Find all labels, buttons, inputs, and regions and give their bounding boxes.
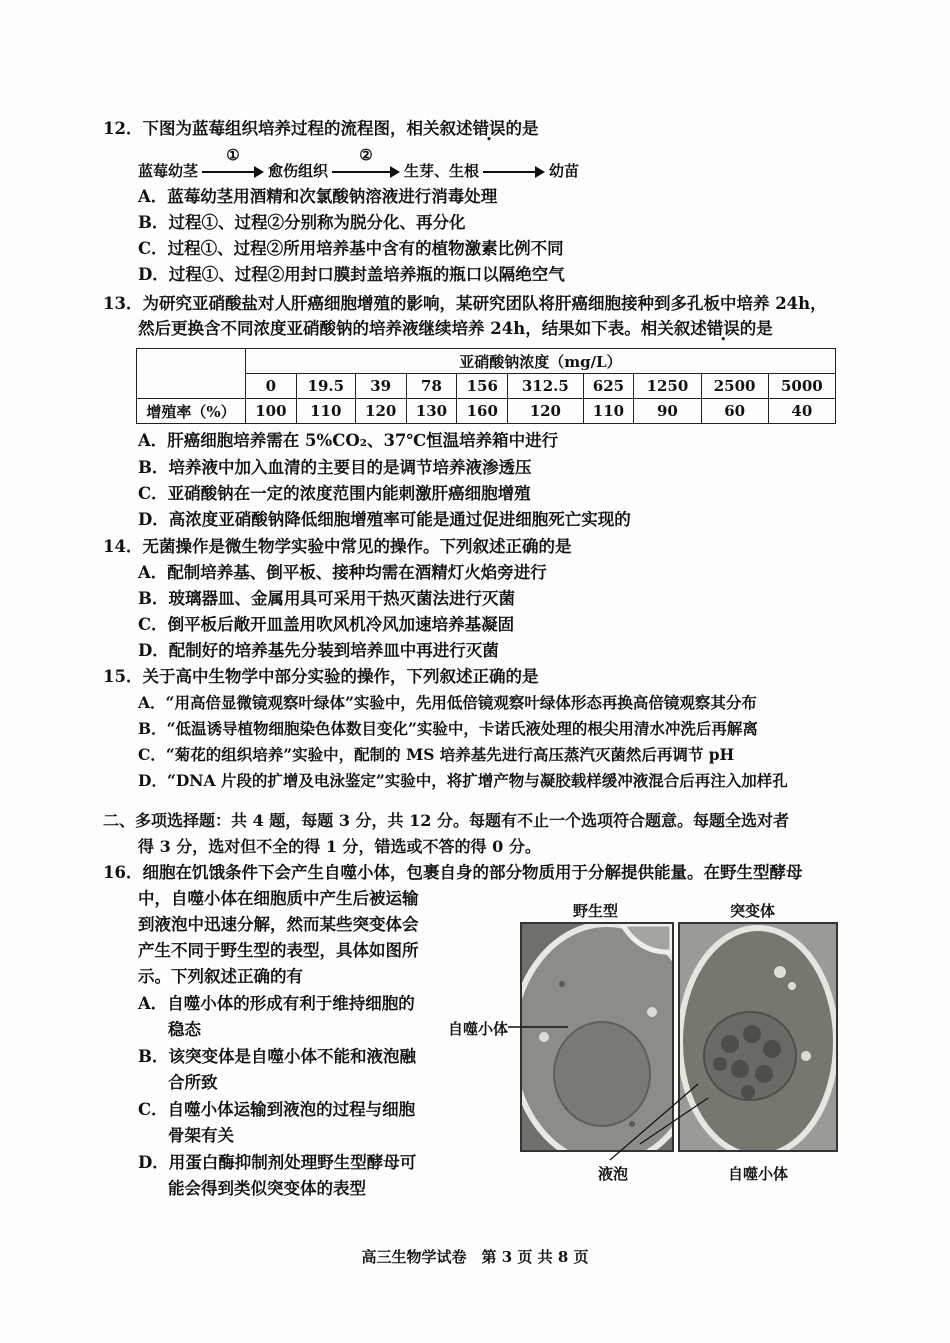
q13-data-table	[136, 348, 836, 424]
q16-option-b-line2: 合所致	[168, 1073, 218, 1092]
flow-arrow-2: ②	[332, 164, 400, 178]
q16-stem-line5: 示。下列叙述正确的有	[138, 967, 303, 986]
rate-cell: 110	[296, 399, 355, 424]
rate-row-label: 增殖率（%）	[137, 399, 246, 424]
conc-cell: 78	[406, 374, 457, 399]
flow-arrow-3	[483, 164, 545, 178]
label-mutant: 突变体	[730, 902, 776, 920]
q12-option-d: D．过程①、过程②用封口膜封盖培养瓶的瓶口以隔绝空气	[138, 265, 565, 284]
flow-step-3: 生芽、生根	[404, 162, 480, 180]
q15-stem: 15．关于高中生物学中部分实验的操作，下列叙述正确的是	[103, 667, 539, 686]
q14-option-a: A．配制培养基、倒平板、接种均需在酒精灯火焰旁进行	[138, 563, 547, 582]
conc-cell: 312.5	[508, 374, 583, 399]
conc-cell: 0	[246, 374, 297, 399]
page-footer: 高三生物学试卷 第 3 页 共 8 页	[361, 1248, 589, 1266]
q16-stem-line1: 16．细胞在饥饿条件下会产生自噬小体，包裹自身的部分物质用于分解提供能量。在野生型酵母	[103, 863, 803, 882]
q13-option-c: C．亚硝酸钠在一定的浓度范围内能刺激肝癌细胞增殖	[138, 484, 531, 503]
q16-option-a-line1: A．自噬小体的形成有利于维持细胞的	[138, 994, 415, 1013]
label-vacuole: 液泡	[598, 1165, 629, 1183]
q16-option-c-line2: 骨架有关	[168, 1126, 234, 1145]
q12-option-c: C．过程①、过程②所用培养基中含有的植物激素比例不同	[138, 239, 564, 258]
q16-option-a-line2: 稳态	[168, 1020, 201, 1039]
q12-option-b: B．过程①、过程②分别称为脱分化、再分化	[138, 213, 466, 232]
conc-cell: 1250	[634, 374, 701, 399]
table-header: 亚硝酸钠浓度（mg/L）	[246, 349, 836, 374]
label-autophagosome-left: 自噬小体	[448, 1020, 509, 1038]
figure-leader-lines	[440, 898, 840, 1188]
q12-stem: 12．下图为蓝莓组织培养过程的流程图，相关叙述错误的是	[103, 119, 539, 138]
rate-cell: 120	[355, 399, 406, 424]
q16-stem-line2: 中，自噬小体在细胞质中产生后被运输	[138, 889, 419, 908]
q15-option-b: B．“低温诱导植物细胞染色体数目变化”实验中，卡诺氏液处理的根尖用清水冲洗后再解离	[138, 719, 758, 738]
conc-cell: 19.5	[296, 374, 355, 399]
q12-emphasis: 错误	[472, 119, 506, 138]
rate-row	[137, 399, 836, 424]
q16-option-d-line1: D．用蛋白酶抑制剂处理野生型酵母可	[138, 1153, 417, 1172]
q15-option-d: D．“DNA 片段的扩增及电泳鉴定”实验中，将扩增产物与凝胶载样缓冲液混合后再注入加样孔	[138, 771, 788, 790]
q13-option-a: A．肝癌细胞培养需在 5%CO₂、37℃恒温培养箱中进行	[138, 431, 559, 450]
conc-cell: 156	[457, 374, 508, 399]
rate-cell: 90	[634, 399, 701, 424]
rate-cell: 40	[768, 399, 835, 424]
rate-cell: 130	[406, 399, 457, 424]
q14-option-b: B．玻璃器皿、金属用具可采用干热灭菌法进行灭菌	[138, 589, 515, 608]
q13-option-d: D．高浓度亚硝酸钠降低细胞增殖率可能是通过促进细胞死亡实现的	[138, 510, 631, 529]
section2-instructions-line2: 得 3 分，选对但不全的得 1 分，错选或不答的得 0 分。	[138, 837, 541, 856]
q14-option-c: C．倒平板后敞开皿盖用吹风机冷风加速培养基凝固	[138, 615, 515, 634]
q16-stem-line4: 产生不同于野生型的表型，具体如图所	[138, 941, 419, 960]
conc-cell: 5000	[768, 374, 835, 399]
q16-stem-line3: 到液泡中迅速分解，然而某些突变体会	[138, 915, 419, 934]
flow-step-4: 幼苗	[549, 162, 580, 180]
rate-cell: 60	[701, 399, 768, 424]
rate-cell: 110	[583, 399, 634, 424]
rate-cell: 100	[246, 399, 297, 424]
q15-option-c: C．“菊花的组织培养”实验中，配制的 MS 培养基先进行高压蒸汽灭菌然后再调节 pH	[138, 745, 735, 764]
conc-cell: 39	[355, 374, 406, 399]
q13-option-b: B．培养液中加入血清的主要目的是调节培养液渗透压	[138, 458, 532, 477]
q12-flowchart	[138, 145, 580, 181]
q13-emphasis: 错误	[706, 319, 740, 338]
table-corner-cell	[137, 349, 246, 399]
conc-cell: 2500	[701, 374, 768, 399]
q12-option-a: A．蓝莓幼茎用酒精和次氯酸钠溶液进行消毒处理	[138, 187, 498, 206]
rate-cell: 160	[457, 399, 508, 424]
q16-option-c-line1: C．自噬小体运输到液泡的过程与细胞	[138, 1100, 416, 1119]
q16-option-d-line2: 能会得到类似突变体的表型	[168, 1179, 366, 1198]
q13-stem-line1: 13．为研究亚硝酸盐对人肝癌细胞增殖的影响，某研究团队将肝癌细胞接种到多孔板中培养 24h，	[103, 294, 827, 313]
q14-option-d: D．配制好的培养基先分装到培养皿中再进行灭菌	[138, 641, 499, 660]
flow-step-1: 蓝莓幼茎	[138, 162, 199, 180]
label-wild-type: 野生型	[573, 902, 619, 920]
q14-stem: 14．无菌操作是微生物学实验中常见的操作。下列叙述正确的是	[103, 537, 572, 556]
q16-micrograph-figure	[440, 898, 840, 1188]
flow-arrow-1: ①	[202, 164, 264, 178]
label-autophagosome-right: 自噬小体	[728, 1165, 789, 1183]
section2-instructions-line1: 二、多项选择题：共 4 题，每题 3 分，共 12 分。每题有不止一个选项符合题意。每题全选对者	[103, 811, 789, 830]
q16-option-b-line1: B．该突变体是自噬小体不能和液泡融	[138, 1047, 416, 1066]
q15-option-a: A．“用高倍显微镜观察叶绿体”实验中，先用低倍镜观察叶绿体形态再换高倍镜观察其分布	[138, 693, 757, 712]
flow-step-2: 愈伤组织	[268, 162, 329, 180]
q13-stem-line2: 然后更换含不同浓度亚硝酸钠的培养液继续培养 24h，结果如下表。相关叙述错误的是	[138, 319, 773, 338]
rate-cell: 120	[508, 399, 583, 424]
conc-cell: 625	[583, 374, 634, 399]
